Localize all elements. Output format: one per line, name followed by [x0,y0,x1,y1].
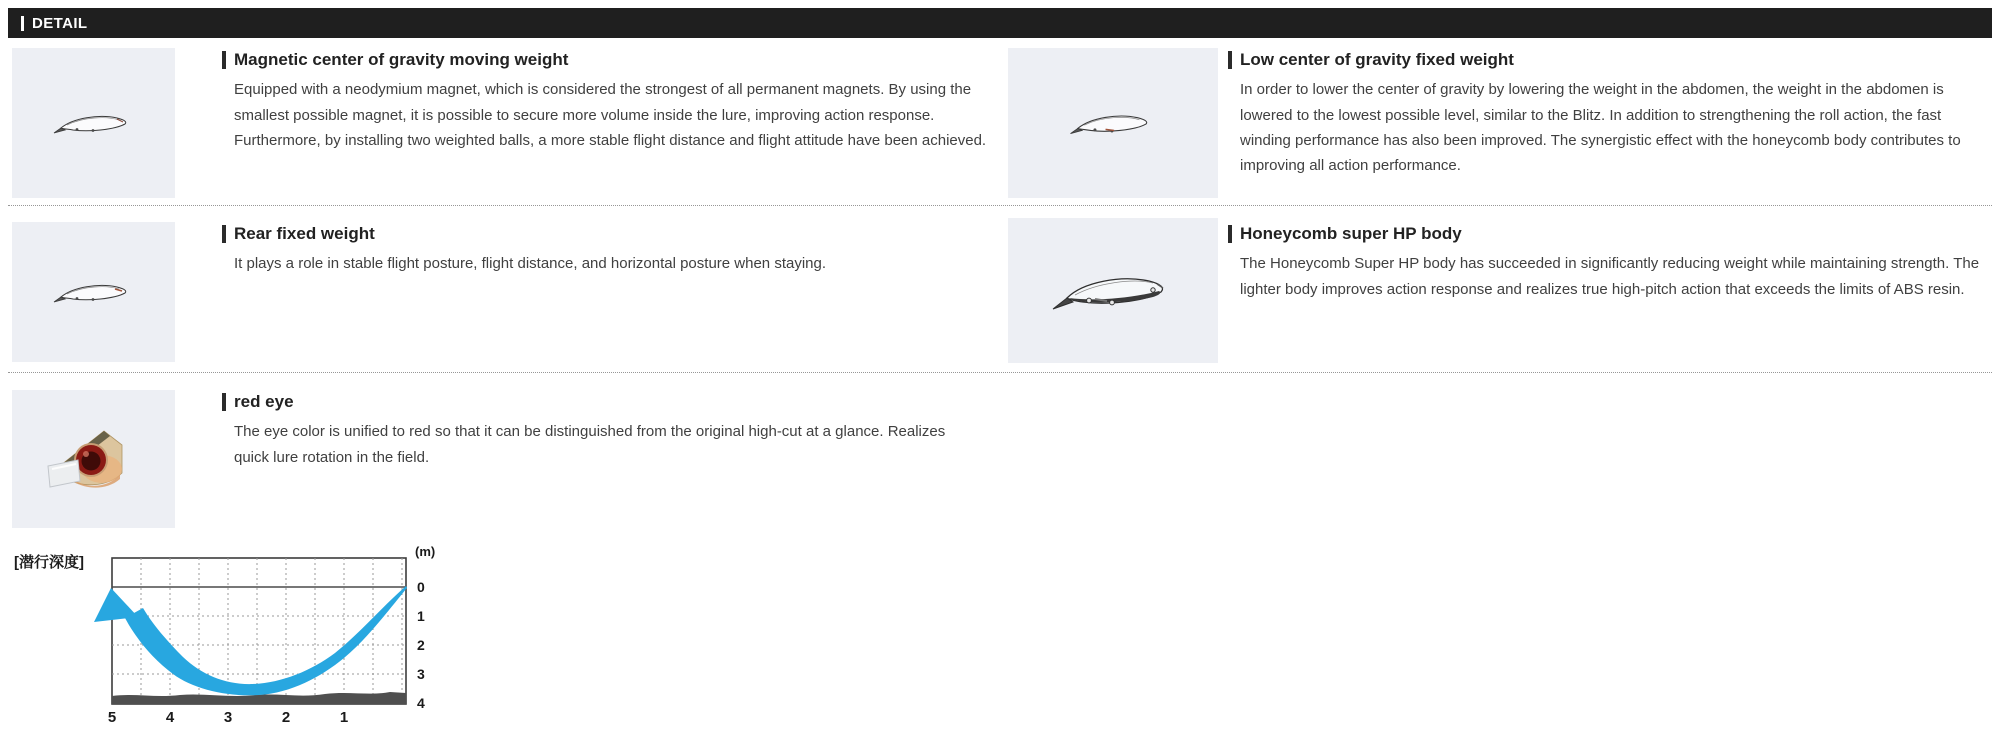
y-tick-label: 0 [417,579,425,595]
x-tick-label: 2 [281,709,291,726]
page-title: DETAIL [32,14,88,32]
feature-thumbnail [1008,218,1218,363]
y-tick-label: 4 [417,695,425,711]
feature-text-block [1228,50,1993,178]
lure-side-lineart-icon [1067,106,1159,140]
feature-title [1228,50,1993,70]
y-tick-label: 1 [417,608,425,624]
feature-text-block [222,50,992,153]
title-bar-icon [222,225,226,243]
feature-thumbnail [12,48,175,198]
feature-description: The eye color is unified to red so that it can be distinguished from the original high-cut at a glance. Realizes quick lure rotation in the field. [234,423,946,466]
feature-text-block [1228,224,1993,302]
x-tick-label: 5 [107,709,117,726]
title-bar-icon [222,51,226,69]
row-divider [8,372,1992,373]
feature-title-text: Magnetic center of gravity moving weight [234,50,569,69]
feature-description: The Honeycomb Super HP body has succeeded in significantly reducing weight while maintaining strength. The lighter body improves action response and realizes true high-pitch action that exceeds the limits of ABS resin. [1240,255,1980,298]
feature-title-text: Honeycomb super HP body [1240,224,1462,243]
diving-depth-chart [85,546,445,728]
title-bar-icon [222,393,226,411]
x-tick-label: 4 [165,709,175,726]
y-axis-unit-label: (m) [415,546,436,559]
feature-text-block [222,392,967,470]
feature-title-text: Rear fixed weight [234,224,375,243]
feature-title [1228,224,1993,244]
feature-description: It plays a role in stable flight posture, flight distance, and horizontal posture when staying. [234,255,827,273]
feature-description: In order to lower the center of gravity by lowering the weight in the abdomen, the weight in the abdomen is lowered to the lowest possible level, similar to the Blitz. In addition to strengthening the roll action, the fast winding performance has also been improved. The synergistic effect with the honeycomb body contributes to improving all action performance. [1240,81,1961,174]
lure-side-lineart-icon [1049,265,1177,317]
y-tick-label: 2 [417,637,425,653]
lure-side-lineart-icon [51,276,137,308]
x-tick-label: 3 [223,709,233,726]
feature-thumbnail [12,222,175,362]
x-tick-label: 1 [339,709,349,726]
title-bar-icon [1228,225,1232,243]
diving-depth-chart-title: [潜行深度] [14,554,84,571]
feature-title [222,50,992,70]
feature-title [222,224,987,244]
feature-title-text: Low center of gravity fixed weight [1240,50,1514,69]
feature-text-block [222,224,987,277]
row-divider [8,205,1992,206]
lure-side-lineart-icon [51,107,137,139]
red-eye-closeup-icon [46,419,142,499]
feature-title-text: red eye [234,392,294,411]
feature-title [222,392,967,412]
feature-description: Equipped with a neodymium magnet, which is considered the strongest of all permanent magnets. By using the smallest possible magnet, it is possible to secure more volume inside the lure, improving action response. Furthermore, by installing two weighted balls, a more stable flight distance and flight attitude have been achieved. [234,81,987,149]
diving-depth-chart-svg [85,546,445,728]
title-bar-icon [1228,51,1232,69]
feature-thumbnail [12,390,175,528]
feature-thumbnail [1008,48,1218,198]
detail-header-bar [8,8,1992,38]
y-tick-label: 3 [417,666,425,682]
header-accent-bar-icon [21,16,24,31]
